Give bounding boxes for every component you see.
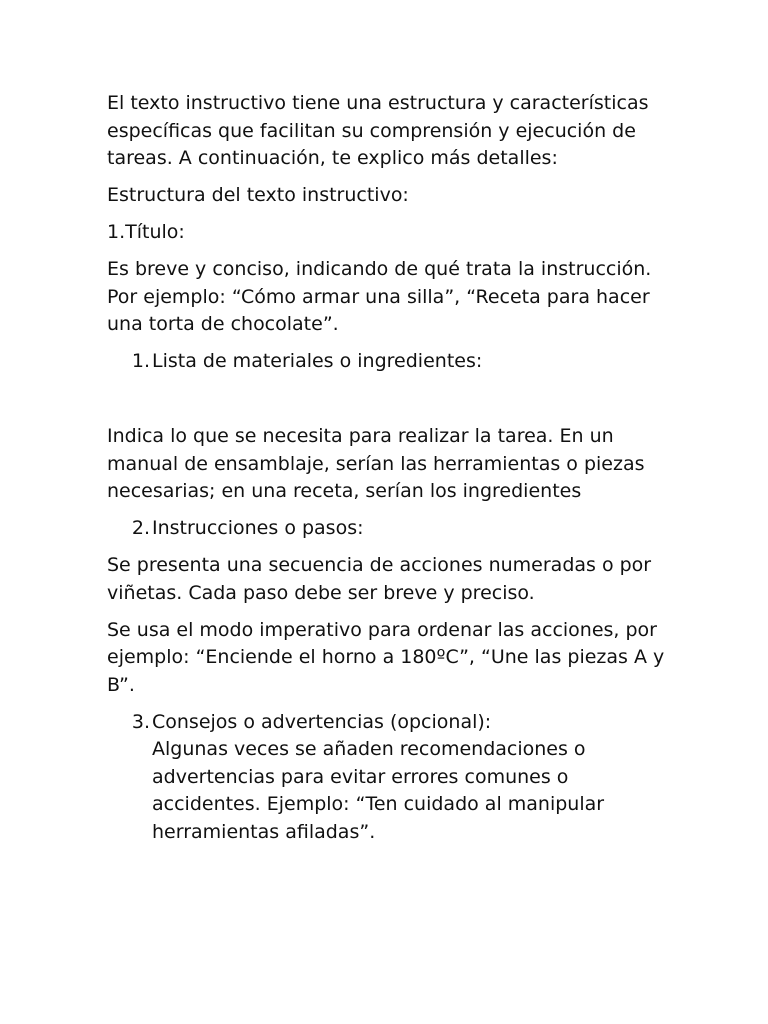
list-item-steps — [107, 515, 667, 543]
steps-description-2: Se usa el modo imperativo para ordenar las acciones, por ejemplo: “Enciende el horno a 180ºC”, “Une las piezas A y B”. — [107, 618, 665, 696]
list-item-advice — [107, 709, 667, 847]
document-page — [107, 90, 667, 856]
title-item: 1.Título: — [107, 221, 185, 243]
list-number: 2. — [131, 517, 150, 539]
list-body — [152, 709, 667, 847]
title-description: Es breve y conciso, indicando de qué trata la instrucción. Por ejemplo: “Cómo armar una silla”, “Receta para hacer una torta de chocolate”. — [107, 258, 652, 335]
list-number: 3. — [131, 710, 150, 733]
list-item-materials — [107, 348, 667, 376]
list-detail: Algunas veces se añaden recomendaciones o advertencias para evitar errores comunes o accidentes. Ejemplo: “Ten cuidado al manipular herramientas afiladas”. — [152, 738, 605, 843]
steps-description-1: Se presenta una secuencia de acciones numeradas o por viñetas. Cada paso debe ser breve y preciso. — [107, 554, 652, 604]
list-label: Consejos o advertencias (opcional): — [152, 710, 492, 733]
structure-heading: Estructura del texto instructivo: — [107, 184, 409, 206]
materials-description: Indica lo que se necesita para realizar la tarea. En un manual de ensamblaje, serían las herramientas o piezas necesarias; en una receta, serían los ingredientes — [107, 425, 645, 502]
list-label: Lista de materiales o ingredientes: — [152, 350, 483, 372]
list-label: Instrucciones o pasos: — [152, 517, 364, 539]
intro-paragraph: El texto instructivo tiene una estructura y características específicas que facilitan su comprensión y ejecución de tareas. A continuación, te explico más detalles: — [107, 92, 649, 169]
list-number: 1. — [131, 350, 150, 372]
spacer — [107, 385, 667, 423]
